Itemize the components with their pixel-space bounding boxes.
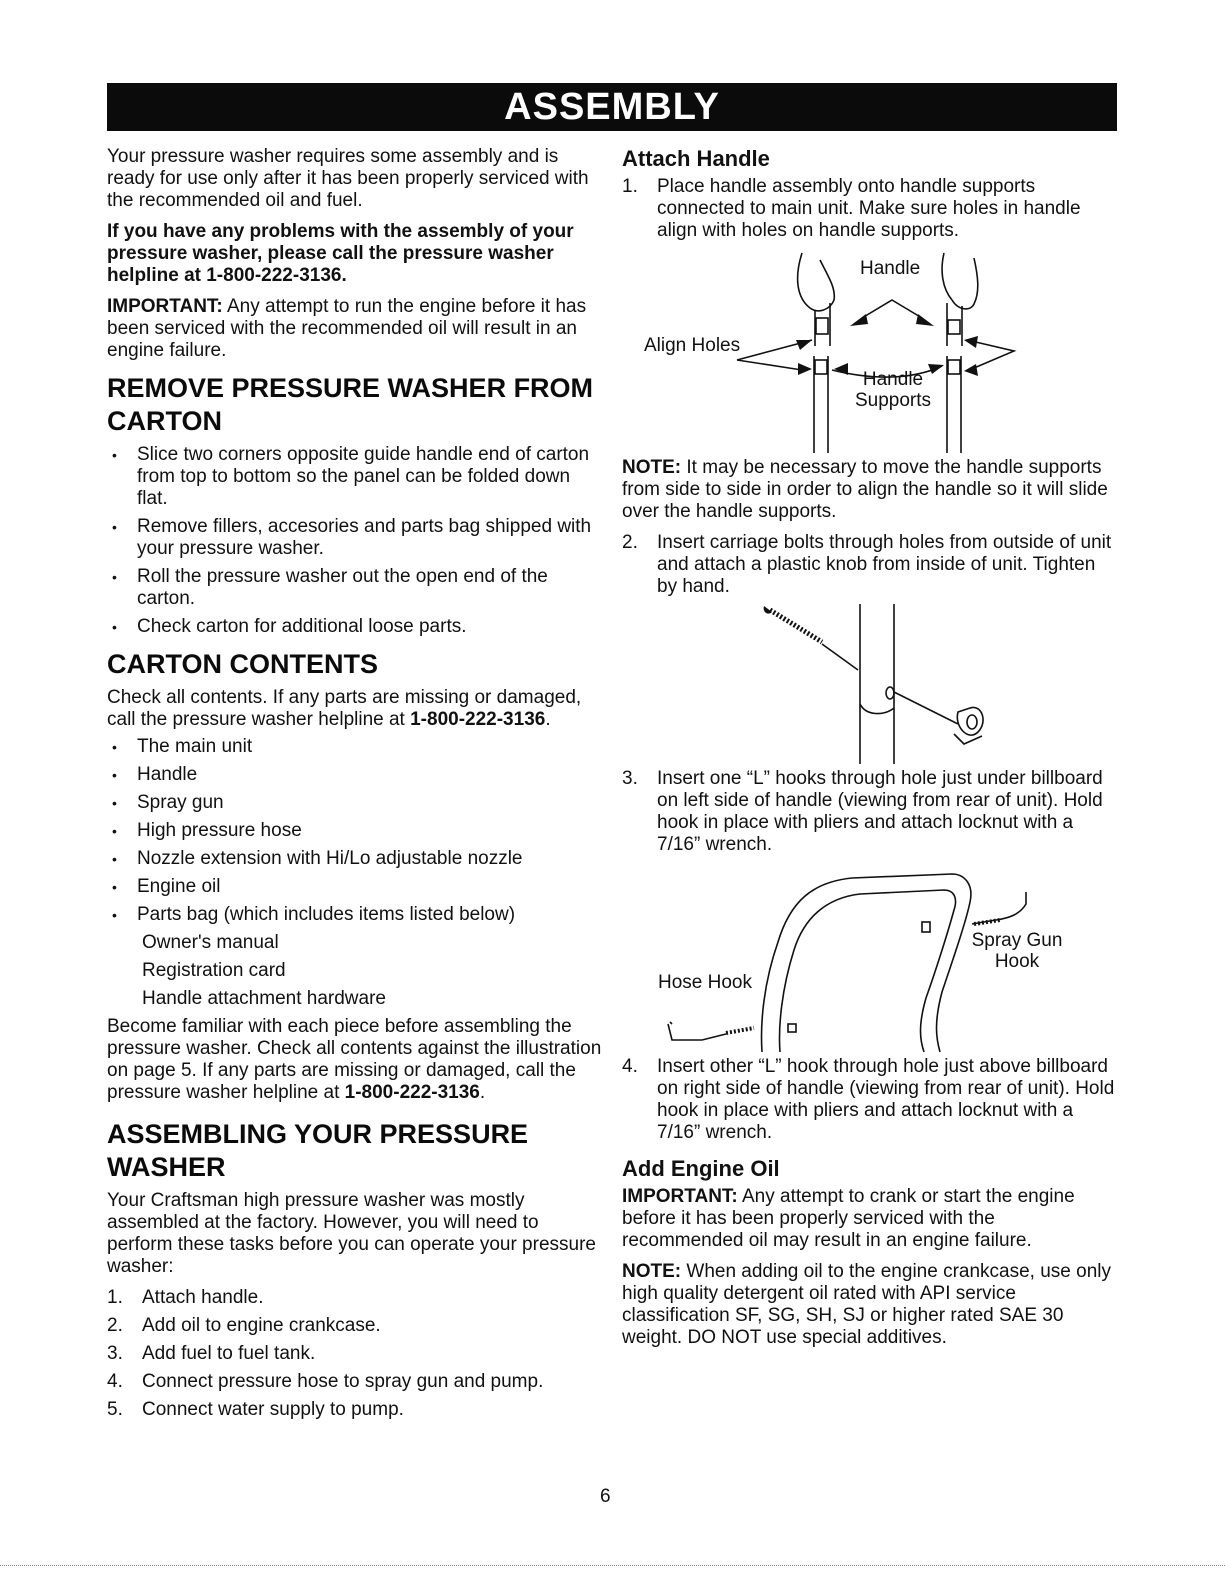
list-item <box>622 768 1117 856</box>
contents-phone: 1-800-222-3136 <box>410 709 546 730</box>
step-2 <box>622 532 1117 598</box>
item-text: Place handle assembly onto handle supports connected to main unit. Make sure holes in handle align with holes on handle supports. <box>657 176 1081 241</box>
item-number: 3. <box>107 1343 123 1364</box>
parts-bag-list <box>107 932 602 1010</box>
item-text: Connect water supply to pump. <box>142 1399 404 1420</box>
helpline-note: If you have any problems with the assembly of your pressure washer, please call the pressure washer helpline at 1-800-222-3136. <box>107 221 574 286</box>
item-text: Insert one “L” hooks through hole just under billboard on left side of handle (viewing from rear of unit). Hold hook in place with pliers and attach locknut with a 7/16” wrench. <box>657 768 1103 855</box>
attach-handle-heading: Attach Handle <box>622 146 770 171</box>
contents-heading: CARTON CONTENTS <box>107 649 379 679</box>
remove-list <box>107 444 602 638</box>
spray-gun-hook-label: Spray Gun Hook <box>971 930 1063 972</box>
note-text: It may be necessary to move the handle supports from side to side in order to align the handle so it will slide over the handle supports. <box>622 457 1108 522</box>
step-3 <box>622 768 1117 856</box>
list-item: • Roll the pressure washer out the open end of the carton. <box>107 566 602 610</box>
list-item: • Nozzle extension with Hi/Lo adjustable nozzle <box>107 848 602 870</box>
item-text: Connect pressure hose to spray gun and pump. <box>142 1371 544 1392</box>
list-item: • Spray gun <box>107 792 602 814</box>
tasks-list <box>107 1287 602 1421</box>
align-holes-label: Align Holes <box>644 335 741 356</box>
item-number: 3. <box>622 768 638 789</box>
familiar-paragraph <box>107 1016 602 1104</box>
contents-intro-paragraph <box>107 687 602 731</box>
left-column <box>107 146 602 1427</box>
step-4 <box>622 1056 1117 1144</box>
item-text: Attach handle. <box>142 1287 264 1308</box>
item-text: Add oil to engine crankcase. <box>142 1315 381 1336</box>
bolt-knob-drawing <box>622 604 1117 764</box>
list-item: • Engine oil <box>107 876 602 898</box>
list-item: • Handle <box>107 764 602 786</box>
important-paragraph <box>107 296 602 362</box>
list-item: • Remove fillers, accesories and parts bag shipped with your pressure washer. <box>107 516 602 560</box>
item-number: 4. <box>622 1056 638 1077</box>
list-item <box>107 1343 602 1365</box>
bottom-rule <box>0 1565 1225 1566</box>
item-number: 2. <box>107 1315 123 1336</box>
note-paragraph <box>622 457 1117 523</box>
handle-alignment-figure <box>622 248 1117 453</box>
list-item <box>107 1287 602 1309</box>
item-number: 2. <box>622 532 638 553</box>
page-title: ASSEMBLY <box>504 86 720 128</box>
assembling-intro: Your Craftsman high pressure washer was mostly assembled at the factory. However, you will need to perform these tasks before you can operate your pressure washer: <box>107 1190 596 1277</box>
oil-note-paragraph <box>622 1261 1117 1349</box>
intro-paragraph: Your pressure washer requires some assembly and is ready for use only after it has been properly serviced with the recommended oil and fuel. <box>107 146 589 211</box>
list-item: Owner's manual <box>142 932 279 953</box>
list-item <box>107 1371 602 1393</box>
add-engine-oil-heading: Add Engine Oil <box>622 1156 780 1181</box>
list-item <box>622 1056 1117 1144</box>
hook-figure <box>622 862 1117 1052</box>
contents-period: . <box>545 709 551 730</box>
remove-heading: REMOVE PRESSURE WASHER FROM CARTON <box>107 373 594 436</box>
familiar-phone: 1-800-222-3136 <box>344 1082 480 1103</box>
familiar-period: . <box>479 1082 486 1103</box>
list-item <box>107 1315 602 1337</box>
item-number: 4. <box>107 1371 123 1392</box>
list-item: • The main unit <box>107 736 602 758</box>
important-text: Any attempt to run the engine before it has been serviced with the recommended oil will result in an engine failure. <box>107 296 587 361</box>
section-banner <box>107 83 1117 131</box>
page-number: 6 <box>600 1486 611 1507</box>
item-number: 5. <box>107 1399 123 1420</box>
important-label: IMPORTANT: <box>107 296 223 317</box>
note-label: NOTE: <box>622 1261 682 1282</box>
hose-hook-label: Hose Hook <box>658 972 752 993</box>
item-number: 1. <box>107 1287 123 1308</box>
important-text: Any attempt to crank or start the engine before it has been properly serviced with the recommended oil may result in an engine failure. <box>622 1186 1075 1251</box>
list-item: Registration card <box>142 960 286 981</box>
handle-label: Handle <box>860 258 921 279</box>
bolt-knob-figure <box>622 604 1117 764</box>
list-item <box>622 176 1117 242</box>
item-number: 1. <box>622 176 638 197</box>
item-text: Insert carriage bolts through holes from outside of unit and attach a plastic knob from inside of unit. Tighten by hand. <box>657 532 1112 597</box>
list-item: • Parts bag (which includes items listed below) <box>107 904 602 926</box>
note-text: When adding oil to the engine crankcase, use only high quality detergent oil rated with API service classification SF, SG, SH, SJ or higher rated SAE 30 weight. DO NOT use special additives. <box>622 1261 1111 1348</box>
item-text: Insert other “L” hook through hole just above billboard on right side of handle (viewing from rear of unit). Hold hook in place with pliers and attach locknut with a 7/16” wrench. <box>657 1056 1115 1143</box>
important-label: IMPORTANT: <box>622 1186 738 1207</box>
familiar-text: Become familiar with each piece before assembling the pressure washer. Check all contents against the illustration on page 5. If any parts are missing or damaged, call the pressure washer helpline at <box>107 1016 602 1103</box>
list-item: Handle attachment hardware <box>142 988 386 1009</box>
right-column <box>622 146 1117 1358</box>
list-item <box>622 532 1117 598</box>
note-label: NOTE: <box>622 457 682 478</box>
item-text: Add fuel to fuel tank. <box>142 1343 316 1364</box>
assembling-heading: ASSEMBLING YOUR PRESSURE WASHER <box>107 1119 529 1182</box>
list-item: • Check carton for additional loose parts. <box>107 616 602 638</box>
handle-supports-label: Handle Supports <box>854 369 932 411</box>
step-1 <box>622 176 1117 242</box>
list-item <box>107 1399 602 1421</box>
list-item: • Slice two corners opposite guide handle end of carton from top to bottom so the panel can be folded down flat. <box>107 444 602 510</box>
contents-intro-text: Check all contents. If any parts are missing or damaged, call the pressure washer helpline at <box>107 687 582 730</box>
contents-list <box>107 736 602 926</box>
list-item: • High pressure hose <box>107 820 602 842</box>
oil-important-paragraph <box>622 1186 1117 1252</box>
